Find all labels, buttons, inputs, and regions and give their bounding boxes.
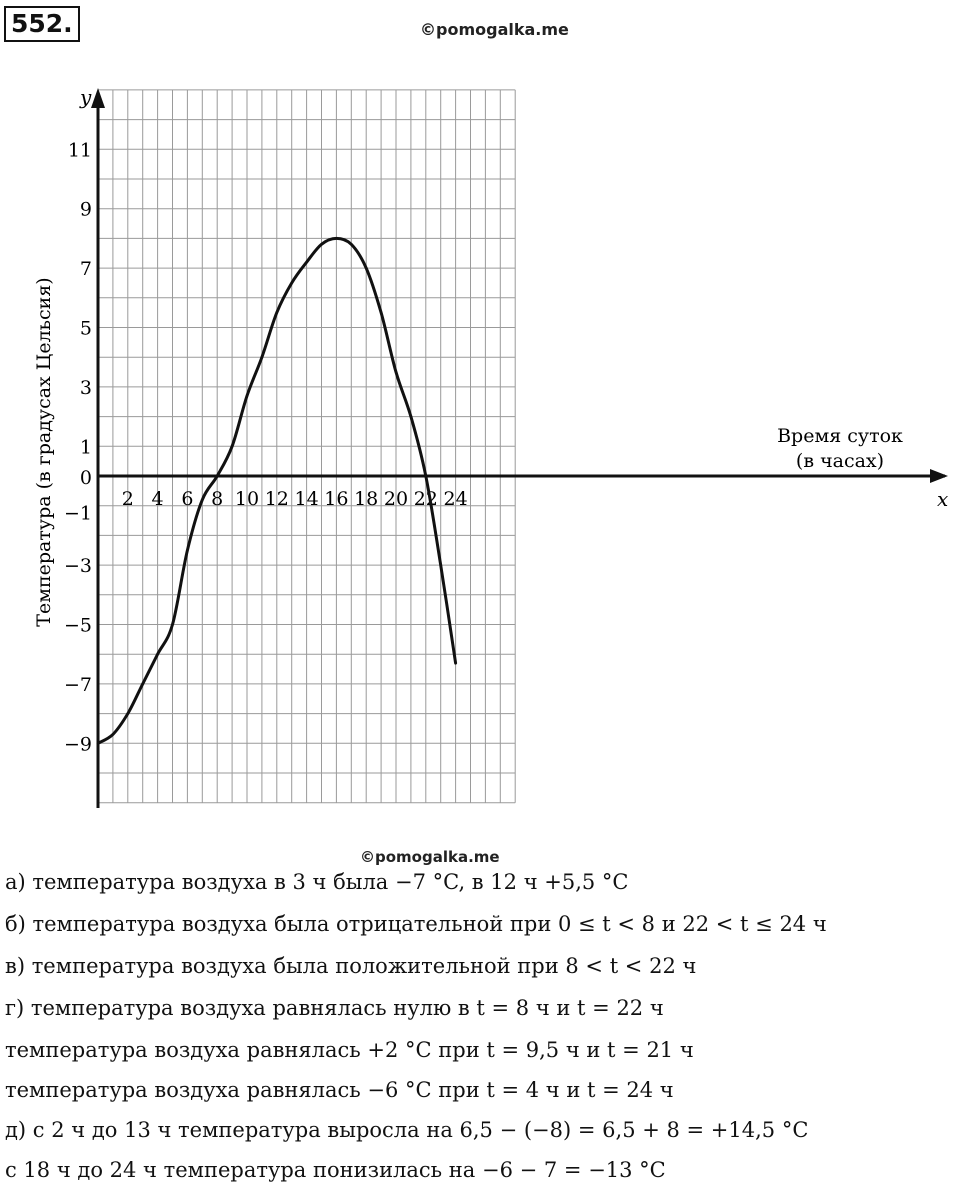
answer-line: г) температура воздуха равнялась нулю в t = 8 ч и t = 22 ч <box>5 996 664 1020</box>
y-tick-label: 5 <box>79 317 92 340</box>
y-axis-caption: Температура (в градусах Цельсия) <box>33 277 55 627</box>
x-tick-label: 20 <box>383 488 409 510</box>
answer-line: температура воздуха равнялась +2 °C при t = 9,5 ч и t = 21 ч <box>5 1038 694 1062</box>
x-tick-label: 12 <box>264 488 289 510</box>
x-axis-label: x <box>937 487 949 511</box>
y-tick-label: −3 <box>63 555 92 578</box>
y-tick-label: 7 <box>79 258 92 281</box>
y-axis-label: y <box>80 85 92 109</box>
x-tick-label: 2 <box>121 488 134 510</box>
y-tick-label: 11 <box>67 139 92 162</box>
watermark-middle: ©pomogalka.me <box>360 848 500 866</box>
answer-line: д) с 2 ч до 13 ч температура выросла на 6,5 − (−8) = 6,5 + 8 = +14,5 °C <box>5 1118 809 1142</box>
answer-line: температура воздуха равнялась −6 °C при t = 4 ч и t = 24 ч <box>5 1078 674 1102</box>
answer-line: в) температура воздуха была положительной при 8 < t < 22 ч <box>5 954 697 978</box>
answer-line: с 18 ч до 24 ч температура понизилась на −6 − 7 = −13 °C <box>5 1158 666 1182</box>
x-tick-label: 4 <box>151 488 164 510</box>
x-axis-caption-line2: (в часах) <box>795 450 885 472</box>
x-axis-caption-line1: Время суток <box>777 425 903 447</box>
answer-line: б) температура воздуха была отрицательной при 0 ≤ t < 8 и 22 < t ≤ 24 ч <box>5 912 827 936</box>
y-tick-label: −1 <box>63 502 92 525</box>
answer-line: а) температура воздуха в 3 ч была −7 °C, в 12 ч +5,5 °C <box>5 870 629 894</box>
x-tick-label: 6 <box>181 488 194 510</box>
x-tick-label: 10 <box>234 488 260 510</box>
problem-number: 552. <box>4 6 80 42</box>
y-tick-label: −5 <box>63 614 92 637</box>
y-tick-labels <box>64 139 92 755</box>
y-tick-label: 3 <box>79 376 92 399</box>
y-tick-label: 0 <box>79 467 92 489</box>
x-tick-label: 14 <box>294 488 319 510</box>
y-axis-arrow <box>91 88 105 108</box>
x-tick-label: 18 <box>354 488 379 510</box>
y-tick-label: 9 <box>79 198 92 221</box>
chart-grid <box>98 90 515 803</box>
x-tick-label: 22 <box>413 488 438 510</box>
y-tick-label: −7 <box>63 673 92 696</box>
y-tick-label: −9 <box>63 733 92 756</box>
x-tick-labels <box>122 488 468 510</box>
temperature-chart <box>0 70 960 830</box>
y-tick-label: 1 <box>79 436 92 459</box>
x-tick-label: 8 <box>211 488 224 510</box>
x-axis-arrow <box>930 469 948 483</box>
watermark-top: ©pomogalka.me <box>420 20 569 39</box>
x-tick-label: 24 <box>443 488 468 510</box>
x-tick-label: 16 <box>324 488 349 510</box>
